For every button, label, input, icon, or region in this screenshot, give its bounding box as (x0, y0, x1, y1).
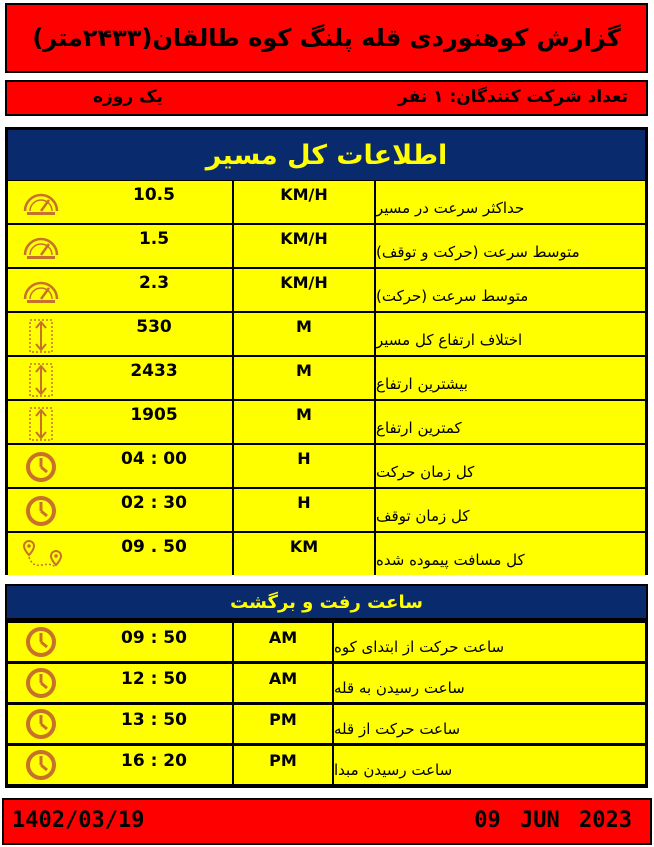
row-value: 02 : 30 (76, 489, 232, 531)
route-row (8, 533, 645, 575)
row-icon-cell (8, 181, 76, 223)
row-unit: AM (232, 623, 334, 661)
row-value: 13 : 50 (76, 705, 232, 743)
row-unit: KM/H (232, 181, 376, 223)
route-row (8, 313, 645, 355)
row-icon-cell (8, 533, 76, 575)
clock-icon (22, 667, 60, 697)
gregorian-date: 09 JUN 2023 (474, 808, 632, 833)
clock-icon (22, 749, 60, 779)
report-title-box (5, 3, 648, 73)
participants-count: تعداد شرکت کنندگان: ۱ نفر (398, 87, 628, 107)
row-icon-cell (8, 401, 76, 443)
row-label: کل مسافت پیموده شده (376, 533, 645, 575)
row-label: ساعت حرکت از قله (334, 705, 645, 743)
trip-row (8, 746, 645, 784)
row-icon-cell (8, 313, 76, 355)
route-row (8, 489, 645, 531)
row-label: ساعت حرکت از ابتدای کوه (334, 623, 645, 661)
row-label: ساعت رسیدن مبدا (334, 746, 645, 784)
speedometer-icon (22, 187, 60, 217)
row-label: کل زمان توقف (376, 489, 645, 531)
row-value: 16 : 20 (76, 746, 232, 784)
row-label: متوسط سرعت (حرکت) (376, 269, 645, 311)
row-label: بیشترین ارتفاع (376, 357, 645, 399)
date-footer (2, 798, 652, 845)
row-value: 530 (76, 313, 232, 355)
row-icon-cell (8, 225, 76, 267)
row-label: متوسط سرعت (حرکت و توقف) (376, 225, 645, 267)
speedometer-icon (22, 275, 60, 305)
row-unit: PM (232, 705, 334, 743)
row-unit: KM/H (232, 269, 376, 311)
row-value: 2433 (76, 357, 232, 399)
elevation-icon (22, 363, 60, 393)
route-row (8, 357, 645, 399)
row-label: کل زمان حرکت (376, 445, 645, 487)
clock-icon (22, 708, 60, 738)
trip-times-heading: ساعت رفت و برگشت (5, 584, 648, 620)
row-value: 2.3 (76, 269, 232, 311)
clock-icon (22, 626, 60, 656)
speedometer-icon (22, 231, 60, 261)
row-unit: M (232, 401, 376, 443)
route-row (8, 181, 645, 223)
route-row (8, 445, 645, 487)
row-value: 09 : 50 (76, 623, 232, 661)
row-value: 12 : 50 (76, 664, 232, 702)
report-title: گزارش کوهنوردی قله پلنگ کوه طالقان(۲۴۳۳متر) (32, 24, 621, 52)
row-icon-cell (8, 357, 76, 399)
row-unit: KM (232, 533, 376, 575)
route-row (8, 269, 645, 311)
distance-pin-icon (22, 539, 60, 569)
trip-row (8, 623, 645, 661)
row-label: اختلاف ارتفاع کل مسیر (376, 313, 645, 355)
row-unit: AM (232, 664, 334, 702)
elevation-icon (22, 407, 60, 437)
route-row (8, 401, 645, 443)
row-value: 10.5 (76, 181, 232, 223)
row-unit: H (232, 489, 376, 531)
persian-date: 1402/03/19 (12, 808, 145, 833)
route-row (8, 225, 645, 267)
row-value: 1.5 (76, 225, 232, 267)
row-icon-cell (8, 746, 76, 784)
clock-icon (22, 451, 60, 481)
elevation-icon (22, 319, 60, 349)
row-unit: KM/H (232, 225, 376, 267)
row-icon-cell (8, 664, 76, 702)
row-unit: M (232, 313, 376, 355)
participants-bar (5, 80, 648, 116)
clock-icon (22, 495, 60, 525)
row-icon-cell (8, 623, 76, 661)
row-icon-cell (8, 445, 76, 487)
row-label: حداکثر سرعت در مسیر (376, 181, 645, 223)
route-info-heading: اطلاعات کل مسیر (8, 130, 645, 180)
row-icon-cell (8, 269, 76, 311)
trip-duration: یک روزه (93, 87, 163, 107)
row-value: 09 . 50 (76, 533, 232, 575)
row-unit: M (232, 357, 376, 399)
row-value: 04 : 00 (76, 445, 232, 487)
row-label: کمترین ارتفاع (376, 401, 645, 443)
row-icon-cell (8, 705, 76, 743)
row-icon-cell (8, 489, 76, 531)
row-value: 1905 (76, 401, 232, 443)
trip-row (8, 705, 645, 743)
trip-row (8, 664, 645, 702)
row-unit: H (232, 445, 376, 487)
row-unit: PM (232, 746, 334, 784)
row-label: ساعت رسیدن به قله (334, 664, 645, 702)
